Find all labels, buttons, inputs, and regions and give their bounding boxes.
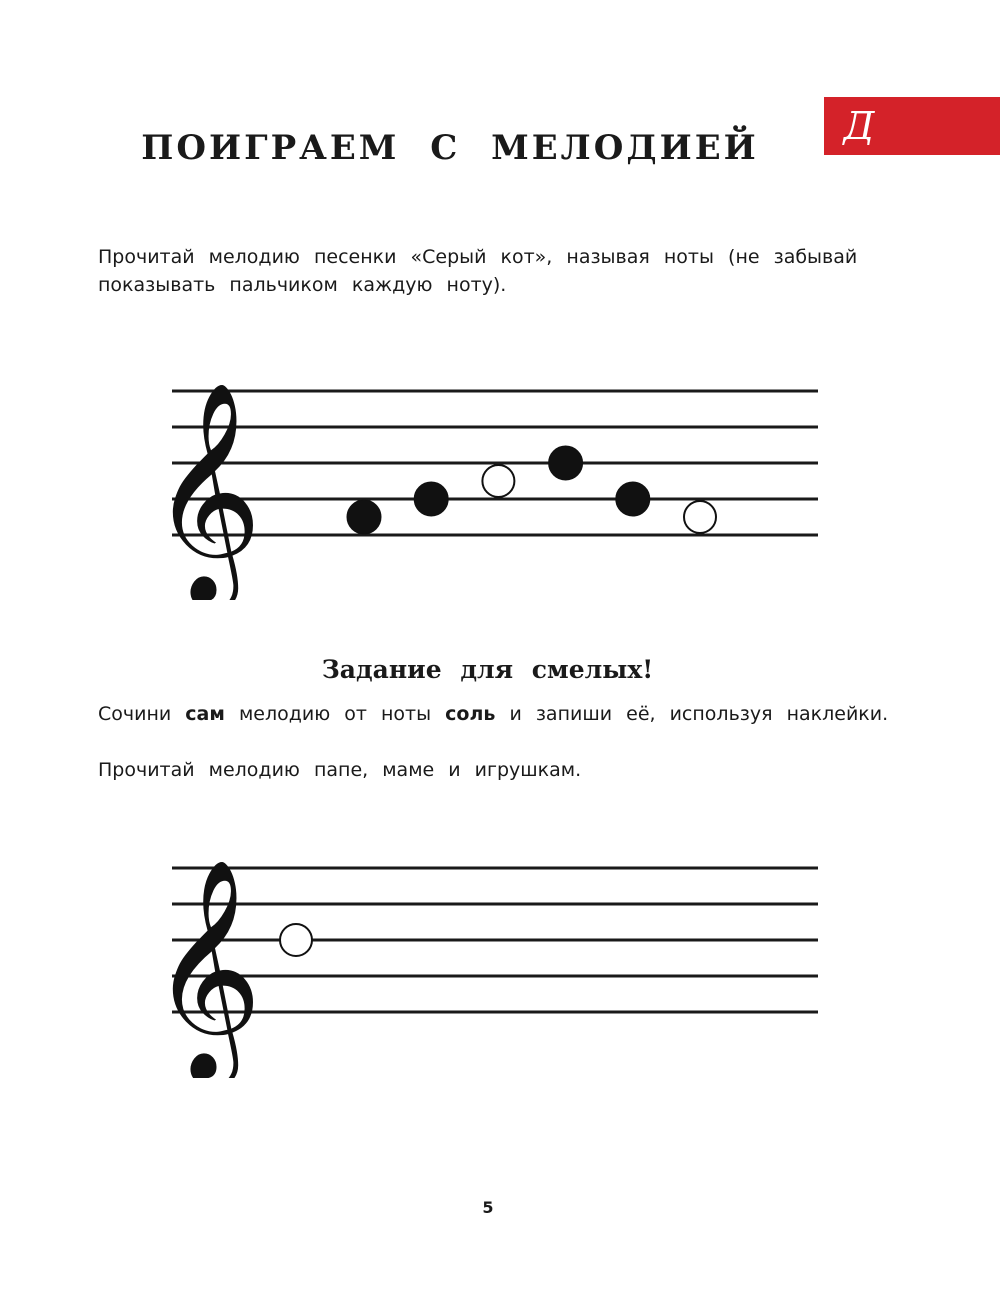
note-ми bbox=[347, 500, 381, 534]
note-фа bbox=[616, 482, 650, 516]
page-number: 5 bbox=[482, 1198, 494, 1217]
task-text-2: мелодию от ноты bbox=[224, 703, 446, 725]
task-bold-1: сам bbox=[185, 703, 225, 725]
task-heading: Задание для смелых! bbox=[321, 655, 654, 684]
staff-lines bbox=[172, 391, 818, 535]
composition-notes bbox=[280, 924, 312, 956]
composition-staff bbox=[0, 838, 1000, 1078]
page-title: ПОИГРАЕМ С МЕЛОДИЕЙ bbox=[141, 128, 759, 168]
instruction-paragraph: Прочитай мелодию песенки «Серый кот», называя ноты (не забывай показывать пальчиком каждую ноту). bbox=[98, 246, 858, 296]
staff-lines bbox=[172, 868, 818, 1012]
melody-notes bbox=[347, 446, 716, 534]
task-text-3: и запиши её, используя наклейки. bbox=[495, 703, 889, 725]
treble-clef-icon: 𝄞 bbox=[150, 857, 263, 1078]
reading-paragraph: Прочитай мелодию папе, маме и игрушкам. bbox=[98, 759, 582, 781]
melody-staff bbox=[0, 360, 1000, 600]
note-соль bbox=[280, 924, 312, 956]
task-paragraph bbox=[74, 700, 928, 728]
note-ми bbox=[684, 501, 716, 533]
treble-clef-icon: 𝄞 bbox=[150, 380, 263, 600]
note-соль bbox=[482, 465, 514, 497]
note-ля bbox=[549, 446, 583, 480]
task-text-1: Сочини bbox=[98, 703, 186, 725]
section-letter: Д bbox=[843, 104, 875, 148]
task-bold-2: соль bbox=[445, 703, 496, 725]
note-фа bbox=[414, 482, 448, 516]
